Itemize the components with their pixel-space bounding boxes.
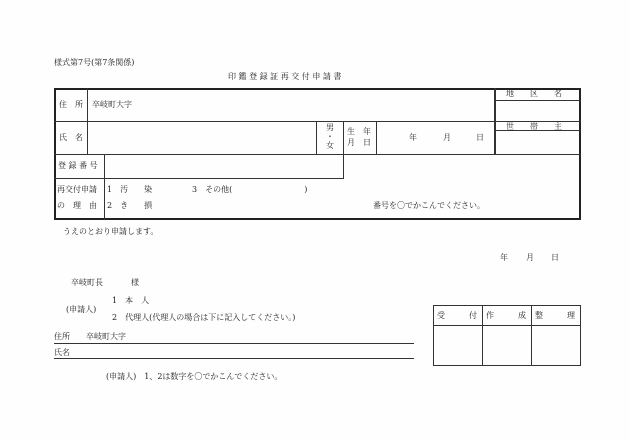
divider xyxy=(316,121,317,154)
birth-day[interactable]: 日 xyxy=(476,133,484,142)
divider xyxy=(54,121,581,122)
reason-label: の 理 由 xyxy=(57,201,97,210)
reason-option-1[interactable]: 1 汚 染 xyxy=(107,185,153,194)
reason-option-3[interactable]: 3 その他( ) xyxy=(192,185,308,194)
reason-label: 再交付申請 xyxy=(57,185,97,194)
underline xyxy=(54,343,414,344)
address-field[interactable]: 卒岐町大字 xyxy=(92,100,132,109)
birth-year[interactable]: 年 xyxy=(409,133,417,142)
gender-female[interactable]: 女 xyxy=(326,141,334,150)
form-number: 様式第7号(第7条関係) xyxy=(54,58,135,67)
office-received: 受 付 xyxy=(437,311,477,320)
birth-month[interactable]: 月 xyxy=(443,133,451,142)
footer-note: (申請人) 1、2は数字を〇でかこんでください。 xyxy=(106,372,283,381)
gender-dot: ・ xyxy=(326,132,334,141)
reg-number-label: 登 録 番 号 xyxy=(58,161,98,170)
office-processed: 整 理 xyxy=(535,311,575,320)
applicant-option-2[interactable]: 2 代理人(代理人の場合は下に記入してください。) xyxy=(112,313,296,322)
address-label: 住 所 xyxy=(59,100,83,109)
reg-number-field[interactable] xyxy=(106,156,342,177)
divider xyxy=(433,325,581,326)
applicant-option-1[interactable]: 1 本 人 xyxy=(112,296,150,305)
divider xyxy=(494,88,496,154)
divider xyxy=(531,305,532,366)
gender-male[interactable]: 男 xyxy=(326,123,334,132)
reason-note: 番号を〇でかこんでください。 xyxy=(373,201,485,210)
divider xyxy=(376,121,377,154)
addressee: 卒岐町長 xyxy=(71,278,103,287)
honorific: 様 xyxy=(131,278,139,287)
name-label: 氏 名 xyxy=(59,133,83,142)
householder-label: 世 帯 主 xyxy=(506,122,562,131)
declaration: うえのとおり申請します。 xyxy=(63,227,159,236)
divider xyxy=(495,100,581,101)
birth-label: 月 日 xyxy=(347,138,371,147)
divider xyxy=(343,121,344,178)
name-line-label: 氏名 xyxy=(54,348,70,357)
address-line-field[interactable]: 卒岐町大字 xyxy=(86,332,126,341)
applicant-label: (申請人) xyxy=(66,305,97,314)
divider xyxy=(54,154,581,155)
divider xyxy=(482,305,483,366)
date-month[interactable]: 月 xyxy=(526,253,534,262)
date-year[interactable]: 年 xyxy=(500,253,508,262)
birth-label: 生 年 xyxy=(347,127,371,136)
address-line-label: 住所 xyxy=(54,332,70,341)
name-line-field[interactable] xyxy=(80,347,410,357)
reason-option-2[interactable]: 2 き 損 xyxy=(107,201,153,210)
district-label: 地 区 名 xyxy=(506,89,562,98)
date-day[interactable]: 日 xyxy=(551,253,559,262)
divider xyxy=(104,154,105,220)
name-field[interactable] xyxy=(89,123,315,153)
divider xyxy=(87,88,88,154)
divider xyxy=(54,178,344,179)
page-title: 印 鑑 登 録 証 再 交 付 申 請 書 xyxy=(228,72,342,81)
office-created: 作 成 xyxy=(486,311,526,320)
underline xyxy=(54,358,414,359)
